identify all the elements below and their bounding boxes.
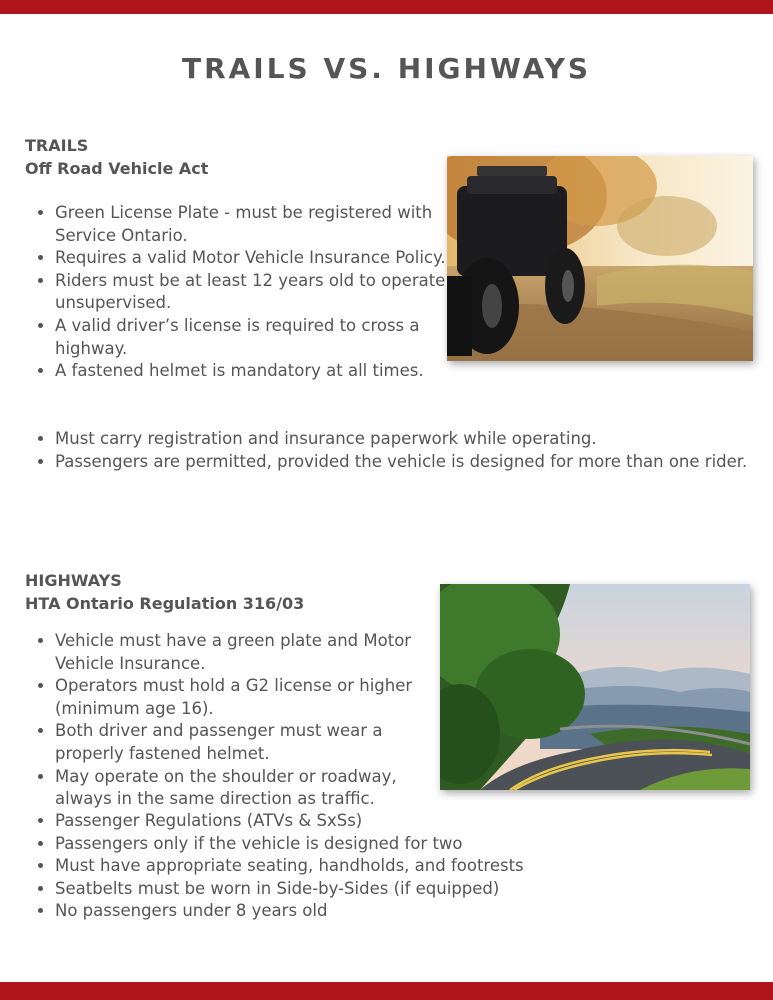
highways-heading: HIGHWAYS [25,571,122,590]
list-item: • Requires a valid Motor Vehicle Insurance Policy. [55,247,450,270]
highways-heading-block [25,569,304,615]
list-item: • Passengers are permitted, provided the vehicle is designed for more than one rider. [55,451,755,474]
trails-heading-block [25,134,208,180]
page-title: TRAILS VS. HIGHWAYS [181,52,592,85]
bottom-accent-bar [0,982,773,1000]
list-item: • A valid driver’s license is required to cross a highway. [55,315,450,360]
list-item: • Seatbelts must be worn in Side-by-Sides (if equipped) [55,878,755,901]
list-item: • Vehicle must have a green plate and Motor Vehicle Insurance. [55,630,435,675]
list-item: • Riders must be at least 12 years old to operate unsupervised. [55,270,450,315]
trails-rules-list-continued [33,428,755,473]
list-item: • Must carry registration and insurance paperwork while operating. [55,428,755,451]
highways-rules-list-continued [33,810,755,923]
list-item: • No passengers under 8 years old [55,900,755,923]
highways-rules-list [33,630,435,811]
list-item: • Passengers only if the vehicle is designed for two [55,833,755,856]
list-item: • Both driver and passenger must wear a properly fastened helmet. [55,720,435,765]
trails-rules-list [33,202,450,383]
list-item: • May operate on the shoulder or roadway, always in the same direction as traffic. [55,766,435,811]
highways-subheading: HTA Ontario Regulation 316/03 [25,594,305,613]
list-item: • Green License Plate - must be registered with Service Ontario. [55,202,450,247]
list-item: • A fastened helmet is mandatory at all times. [55,360,450,383]
list-item: • Passenger Regulations (ATVs & SxSs) [55,810,755,833]
trails-subheading: Off Road Vehicle Act [25,159,209,178]
list-item: • Operators must hold a G2 license or higher (minimum age 16). [55,675,435,720]
list-item: • Must have appropriate seating, handholds, and footrests [55,855,755,878]
atv-trail-photo [447,156,753,361]
highway-road-photo [440,584,750,790]
top-accent-bar [0,0,773,14]
trails-heading: TRAILS [25,136,89,155]
